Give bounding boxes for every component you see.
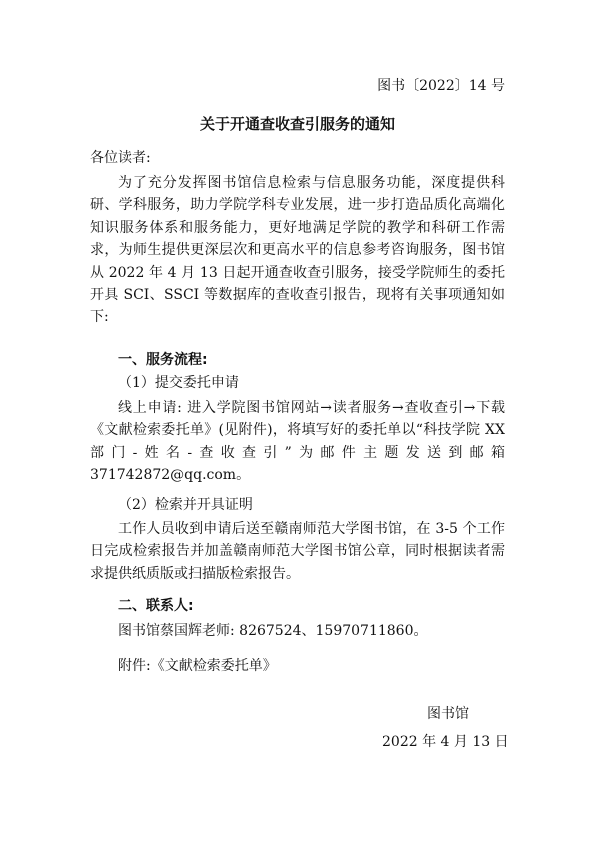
step-1-label: （1）提交委托申请 [118,375,239,391]
section-heading-contact: 二、联系人: [118,598,194,614]
attachment-line: 附件:《文献检索委托单》 [118,658,277,674]
section-heading-service-process: 一、服务流程: [118,352,208,368]
step-1-paragraph: 线上申请: 进入学院图书馆网站→读者服务→查收查引→下载《文献检索委托单》(见附件)，将填写好的委托单以“科技学院 XX 部门-姓名-查收查引”为邮件主题发送到邮箱 371742872@qq.com。 [90,400,505,484]
salutation: 各位读者: [90,150,151,166]
document-number: 图书〔2022〕14 号 [377,78,505,94]
contact-line: 图书馆蔡国辉老师: 8267524、15970711860。 [118,623,428,639]
document-title: 关于开通查收查引服务的通知 [199,115,395,133]
signature-org: 图书馆 [427,706,469,722]
step-2-label: （2）检索并开具证明 [118,497,253,513]
step-2-paragraph: 工作人员收到申请后送至赣南师范大学图书馆，在 3-5 个工作日完成检索报告并加盖赣南师范大学图书馆公章，同时根据读者需求提供纸质版或扫描版检索报告。 [90,521,505,582]
intro-paragraph: 为了充分发挥图书馆信息检索与信息服务功能，深度提供科研、学科服务，助力学院学科专业发展，进一步打造品质化高端化知识服务体系和服务能力，更好地满足学院的教学和科研工作需求，为师生提供更深层次和更高水平的信息参考咨询服务，图书馆从 2022 年 4 月 13 日起开通查收查引服务，接受学院师生的委托开具 SCI、SSCI 等数据库的查收查引报告，现将有关事项通知如下: [90,175,505,326]
signature-date: 2022 年 4 月 13 日 [382,734,509,750]
